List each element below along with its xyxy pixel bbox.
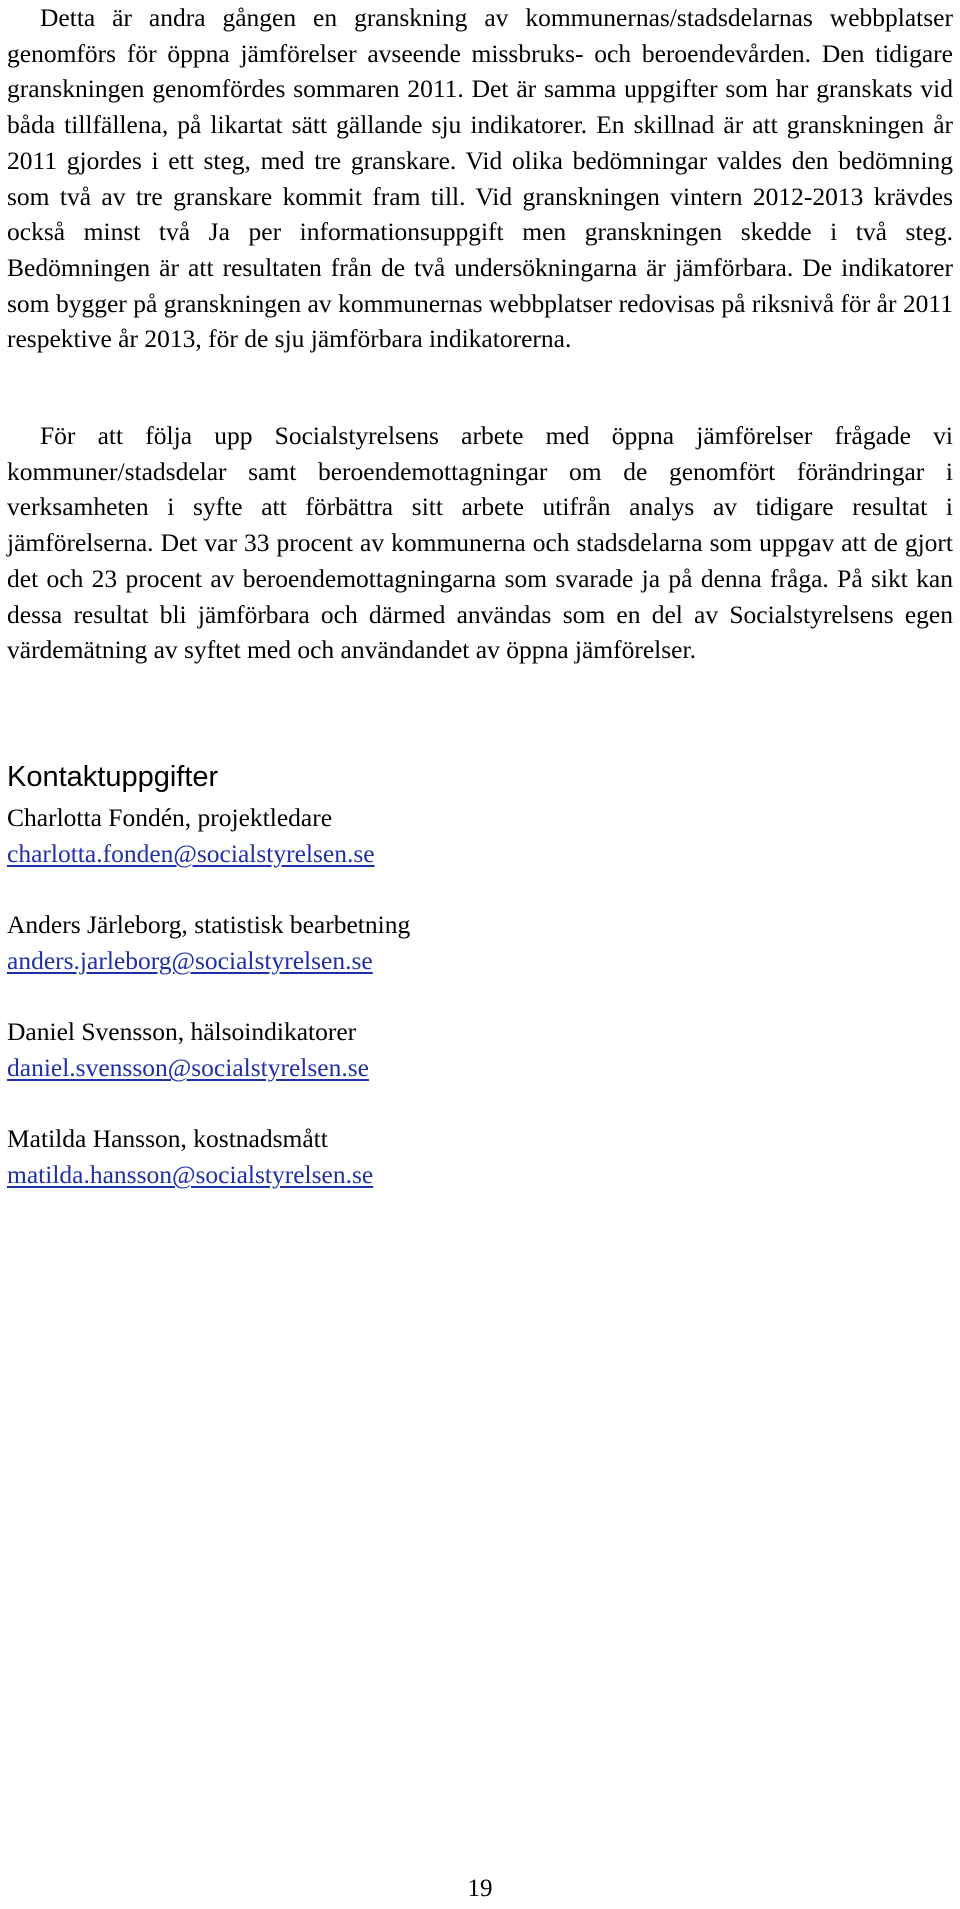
contact-name: Charlotta Fondén, projektledare	[7, 803, 333, 832]
contact-entry	[7, 1121, 373, 1193]
contact-entry	[7, 907, 410, 979]
body-paragraph: Detta är andra gången en granskning av kommunernas/stadsdelarnas webbplatser genomförs för öppna jämförelser avseende missbruks- och beroendevården. Den tidigare granskningen genomfördes sommaren 2011. Det är samma uppgifter som har granskats vid båda tillfällena, på likartat sätt gällande sju indikatorer. En skillnad är att granskningen år 2011 gjordes i ett steg, med tre granskare. Vid olika bedömningar valdes den bedömning som två av tre granskare kommit fram till. Vid granskningen vintern 2012-2013 krävdes också minst två Ja per informationsuppgift men granskningen skedde i två steg. Bedömningen är att resultaten från de två undersökningarna är jämförbara. De indikatorer som bygger på granskningen av kommunernas webbplatser redovisas på riksnivå för år 2011 respektive år 2013, för de sju jämförbara indikatorerna.	[7, 3, 953, 354]
page-number: 19	[467, 1875, 493, 1902]
contact-email-link[interactable]: anders.jarleborg@socialstyrelsen.se	[7, 946, 373, 975]
body-paragraph: För att följa upp Socialstyrelsens arbete med öppna jämförelser frågade vi kommuner/stadsdelar samt beroendemottagningar om de genomfört förändringar i verksamheten i syfte att förbättra sitt arbete utifrån analys av tidigare resultat i jämförelserna. Det var 33 procent av kommunerna och stadsdelarna som uppgav att de gjort det och 23 procent av beroendemottagningarna som svarade ja på denna fråga. På sikt kan dessa resultat bli jämförbara och därmed användas som en del av Socialstyrelsens egen värdemätning av syftet med och användandet av öppna jämförelser.	[7, 421, 953, 665]
contact-email-link[interactable]: daniel.svensson@socialstyrelsen.se	[7, 1053, 369, 1082]
section-heading: Kontaktuppgifter	[7, 761, 219, 793]
contact-entry	[7, 1014, 369, 1086]
contact-name: Daniel Svensson, hälsoindikatorer	[7, 1017, 357, 1046]
contact-email-link[interactable]: charlotta.fonden@socialstyrelsen.se	[7, 839, 375, 868]
contact-name: Anders Järleborg, statistisk bearbetning	[7, 910, 411, 939]
contact-name: Matilda Hansson, kostnadsmått	[7, 1124, 328, 1153]
contact-email-link[interactable]: matilda.hansson@socialstyrelsen.se	[7, 1160, 374, 1189]
contact-entry	[7, 800, 375, 872]
